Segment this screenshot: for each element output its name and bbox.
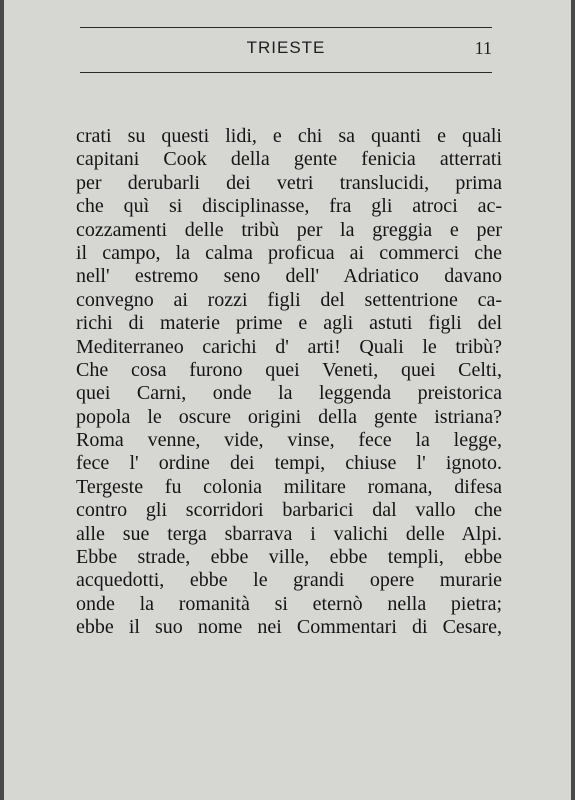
- running-header-title: TRIESTE: [246, 38, 326, 57]
- text-line: Roma venne, vide, vinse, fece la legge,: [76, 429, 502, 452]
- header-rule-top: [80, 27, 492, 28]
- text-line: cozzamenti delle tribù per la greggia e per: [76, 218, 502, 241]
- text-line: quei Carni, onde la leggenda preistorica: [76, 382, 502, 405]
- text-line: Tergeste fu colonia militare romana, difesa: [76, 475, 502, 498]
- header-rule-bottom: [80, 72, 492, 73]
- text-line: richi di materie prime e agli astuti figli del: [76, 312, 502, 335]
- text-line: Mediterraneo carichi d' arti! Quali le tribù?: [76, 335, 502, 358]
- text-line: Che cosa furono quei Veneti, quei Celti,: [76, 358, 502, 381]
- text-line: convegno ai rozzi figli del settentrione ca-: [76, 288, 502, 311]
- text-line: per derubarli dei vetri translucidi, prima: [76, 171, 502, 194]
- body-text: [76, 125, 502, 640]
- text-line: che quì si disciplinasse, fra gli atroci ac-: [76, 195, 502, 218]
- text-line: alle sue terga sbarrava i valichi delle Alpi.: [76, 522, 502, 545]
- text-line: onde la romanità si eternò nella pietra;: [76, 592, 502, 615]
- text-line: nell' estremo seno dell' Adriatico davano: [76, 265, 502, 288]
- text-line: crati su questi lidi, e chi sa quanti e quali: [76, 125, 502, 147]
- book-page: [4, 0, 571, 800]
- page-number: 11: [474, 38, 492, 58]
- text-line: popola le oscure origini della gente istriana?: [76, 405, 502, 428]
- text-line: acquedotti, ebbe le grandi opere murarie: [76, 569, 502, 592]
- text-line: il campo, la calma proficua ai commerci che: [76, 241, 502, 264]
- text-line: capitani Cook della gente fenicia atterrati: [76, 148, 502, 171]
- text-line: ebbe il suo nome nei Commentari di Cesare,: [76, 616, 502, 639]
- text-line: contro gli scorridori barbarici dal vallo che: [76, 499, 502, 522]
- text-line: fece l' ordine dei tempi, chiuse l' ignoto.: [76, 452, 502, 475]
- text-line: Ebbe strade, ebbe ville, ebbe templi, ebbe: [76, 546, 502, 569]
